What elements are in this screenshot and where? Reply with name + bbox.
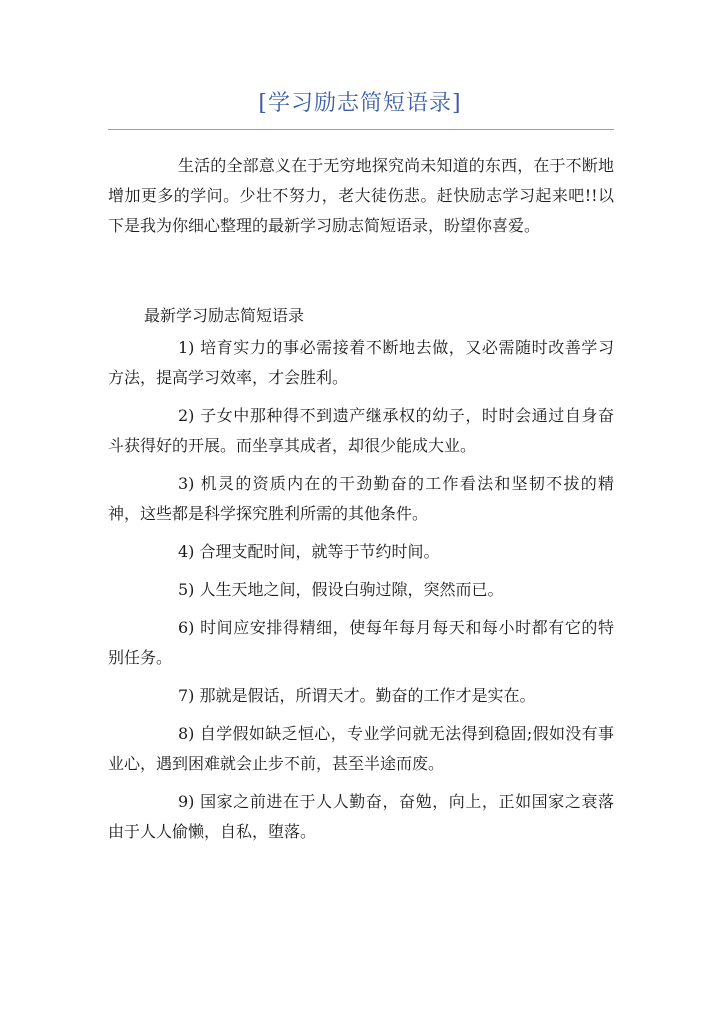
quote-list	[108, 333, 614, 847]
quote-item-3: 3) 机灵的资质内在的干劲勤奋的工作看法和坚韧不拔的精神，这些都是科学探究胜利所需的其他条件。	[108, 474, 614, 523]
document-title: [学习励志简短语录]	[258, 91, 462, 116]
quote-item-8: 8) 自学假如缺乏恒心，专业学问就无法得到稳固;假如没有事业心，遇到困难就会止步不前，甚至半途而废。	[108, 724, 614, 773]
quote-item-5: 5) 人生天地之间，假设白驹过隙，突然而已。	[178, 580, 504, 599]
quote-item-4: 4) 合理支配时间，就等于节约时间。	[178, 542, 440, 561]
quote-item-6: 6) 时间应安排得精细，使每年每月每天和每小时都有它的特别任务。	[108, 618, 614, 667]
quote-item-2: 2) 子女中那种得不到遗产继承权的幼子，时时会通过自身奋斗获得好的开展。而坐享其成者，却很少能成大业。	[108, 406, 614, 455]
intro-paragraph: 生活的全部意义在于无穷地探究尚未知道的东西，在于不断地增加更多的学问。少壮不努力，老大徒伤悲。赶快励志学习起来吧!!以下是我为你细心整理的最新学习励志简短语录，盼望你喜爱。	[108, 156, 614, 235]
section-heading: 最新学习励志简短语录	[144, 306, 305, 325]
quote-item-7: 7) 那就是假话，所谓天才。勤奋的工作才是实在。	[178, 686, 536, 705]
quote-item-1: 1) 培育实力的事必需接着不断地去做，又必需随时改善学习方法，提高学习效率，才会胜利。	[108, 338, 614, 387]
quote-item-9: 9) 国家之前进在于人人勤奋，奋勉，向上，正如国家之衰落由于人人偷懒，自私，堕落。	[108, 792, 614, 841]
title-divider	[108, 129, 614, 130]
document-body	[108, 151, 614, 847]
